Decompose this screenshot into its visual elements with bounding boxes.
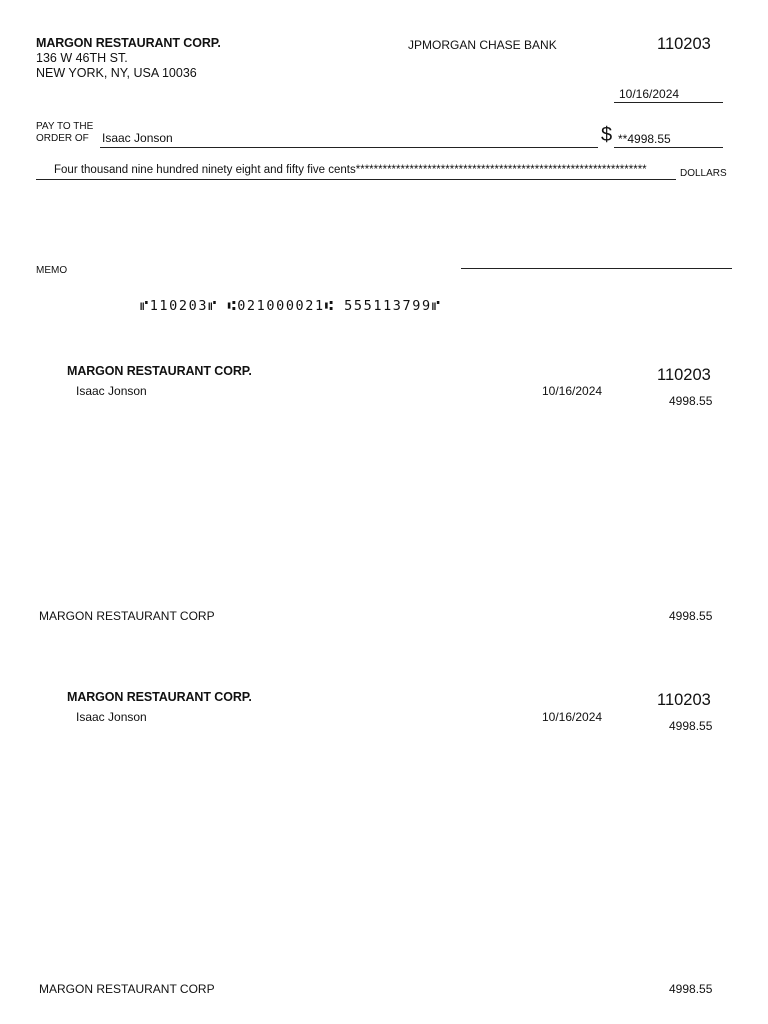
stub-payee-name: Isaac Jonson	[76, 384, 147, 398]
stub-company-name: MARGON RESTAURANT CORP.	[67, 364, 252, 378]
stub-amount: 4998.55	[669, 394, 713, 408]
memo-label: MEMO	[36, 265, 68, 276]
amount-numeric: **4998.55	[618, 132, 671, 146]
amount-line	[614, 147, 723, 148]
stub-footer-amount: 4998.55	[669, 609, 713, 623]
company-address-line2: NEW YORK, NY, USA 10036	[36, 66, 197, 80]
stub-amount: 4998.55	[669, 719, 713, 733]
stub-check-number: 110203	[657, 691, 711, 709]
bank-name: JPMORGAN CHASE BANK	[408, 38, 557, 52]
order-of-label: ORDER OF	[36, 133, 89, 144]
micr-line: ⑈110203⑈ ⑆021000021⑆ 555113799⑈	[140, 298, 442, 314]
payee-line	[100, 147, 598, 148]
stub-company-name: MARGON RESTAURANT CORP.	[67, 690, 252, 704]
date-line	[614, 102, 723, 103]
stub-footer-company: MARGON RESTAURANT CORP	[39, 982, 215, 996]
stub-date: 10/16/2024	[542, 710, 603, 724]
pay-to-label: PAY TO THE	[36, 121, 94, 132]
check-date: 10/16/2024	[619, 87, 680, 101]
signature-line	[461, 268, 732, 269]
company-address-line1: 136 W 46TH ST.	[36, 51, 128, 65]
words-line	[36, 179, 676, 180]
stub-payee-name: Isaac Jonson	[76, 710, 147, 724]
stub-footer-company: MARGON RESTAURANT CORP	[39, 609, 215, 623]
dollars-label: DOLLARS	[680, 168, 727, 179]
company-name: MARGON RESTAURANT CORP.	[36, 36, 221, 50]
amount-in-words: Four thousand nine hundred ninety eight and fifty five cents*****************************************************************	[54, 164, 647, 176]
dollar-sign: $	[601, 124, 613, 146]
stub-date: 10/16/2024	[542, 384, 603, 398]
check-number: 110203	[657, 35, 711, 53]
payee-name: Isaac Jonson	[102, 131, 173, 145]
stub-footer-amount: 4998.55	[669, 982, 713, 996]
stub-check-number: 110203	[657, 366, 711, 384]
